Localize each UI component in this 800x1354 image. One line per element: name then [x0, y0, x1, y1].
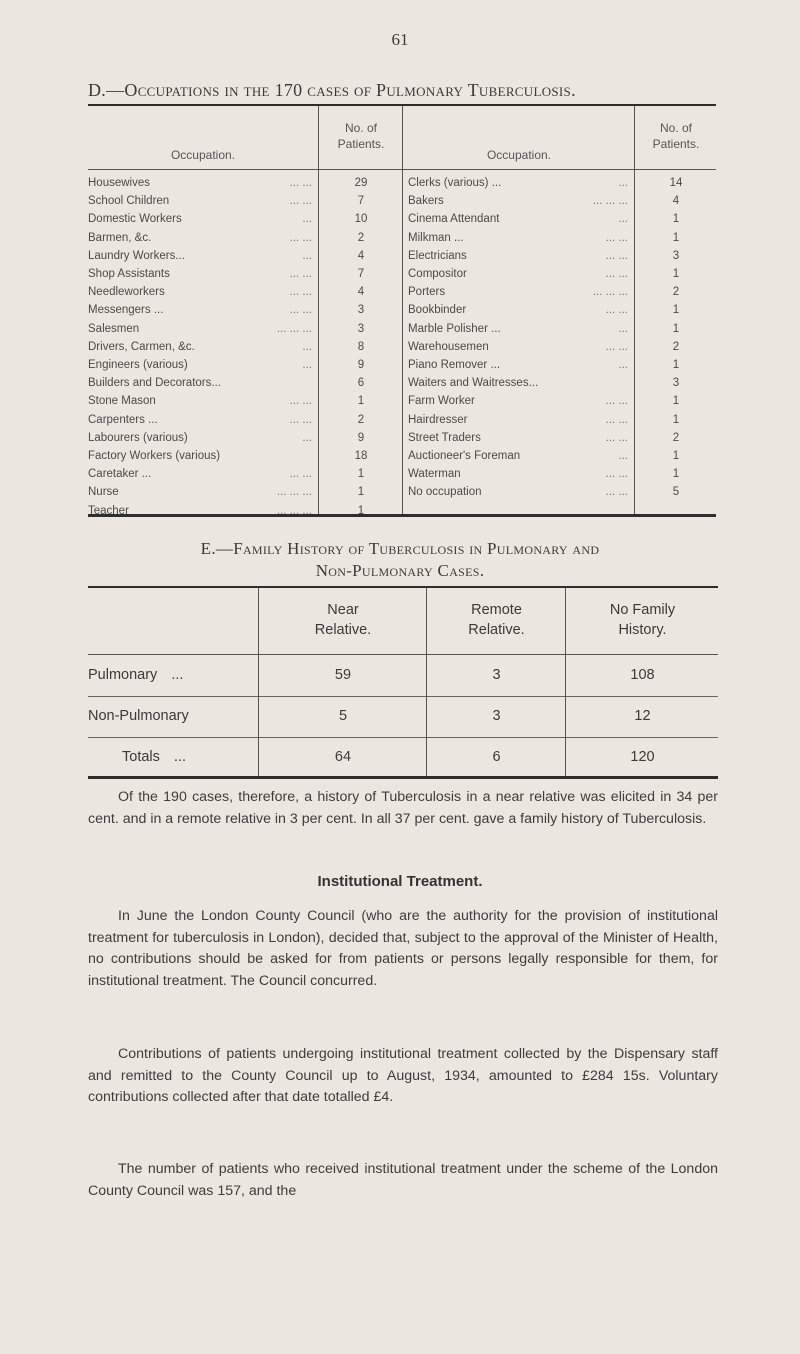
leader-dots: ... ... ...	[276, 486, 312, 499]
table-e-row-label	[88, 706, 203, 726]
table-d-right-count: 1	[672, 322, 680, 335]
leader-dots: ... ... ...	[276, 504, 312, 517]
occupation-name: Auctioneer's Foreman	[408, 450, 521, 462]
table-d-right-occupation	[408, 375, 634, 391]
table-d-left-occupation	[88, 248, 318, 264]
table-e-vline-2	[426, 588, 427, 776]
leader-dots: ...	[618, 213, 628, 226]
occupation-name: Waterman	[408, 468, 461, 481]
occupation-name: Porters	[408, 286, 446, 299]
table-d-right-occupation	[408, 430, 634, 446]
table-e-cell: 120	[630, 749, 655, 765]
table-e-header-near	[260, 600, 426, 640]
table-d-title-text: D.—Occupations in the 170 cases of Pulmonary Tuberculosis.	[88, 80, 576, 100]
table-e-top-rule	[88, 586, 718, 588]
table-d-right-occupation	[408, 321, 634, 337]
table-e-cell: 108	[630, 667, 655, 683]
table-d-left-count: 3	[357, 322, 365, 335]
table-d-right-occupation	[408, 357, 634, 373]
leader-dots: ...	[618, 322, 628, 335]
occupation-name: Clerks (various) ...	[408, 177, 502, 189]
table-d-left-count: 4	[357, 286, 365, 299]
table-e-title	[0, 538, 800, 582]
leader-dots: ...	[302, 431, 312, 444]
leader-dots: ... ...	[289, 195, 312, 208]
occupation-name: Carpenters ...	[88, 413, 158, 426]
table-e-vline-3	[565, 588, 566, 776]
leader-dots: ... ...	[289, 395, 312, 408]
leader-dots: ... ...	[289, 268, 312, 280]
table-d-right-count: 1	[672, 268, 680, 280]
table-d-right-occupation	[408, 448, 634, 464]
leader-dots: ... ...	[289, 286, 312, 299]
leader-dots: ...	[302, 340, 312, 353]
table-d-header-patients-right: No. of Patients.	[652, 121, 700, 151]
table-d-left-occupation	[88, 357, 318, 373]
leader-dots: ...	[618, 177, 628, 189]
table-d-right-count: 1	[672, 468, 680, 481]
table-d-left-occupation	[88, 230, 318, 246]
table-d-left-count: 10	[354, 213, 368, 226]
leader-dots: ...	[618, 359, 628, 371]
table-e-cell: 3	[492, 667, 501, 683]
table-d-left-occupation	[88, 302, 318, 318]
leader-dots: ...	[302, 249, 312, 262]
table-d-right-count: 4	[672, 195, 680, 208]
institutional-heading: Institutional Treatment.	[317, 873, 483, 890]
leader-dots: ... ...	[289, 231, 312, 244]
occupation-name: Farm Worker	[408, 395, 475, 408]
occupation-name: Barmen, &c.	[88, 231, 152, 244]
table-e-cell: 12	[634, 708, 651, 724]
occupation-name: Needleworkers	[88, 286, 165, 299]
table-d-header-patients-left: No. of Patients.	[337, 121, 385, 151]
leader-dots: ... ... ...	[276, 322, 312, 335]
table-d-right-count: 1	[672, 413, 680, 426]
table-d-left-occupation	[88, 266, 318, 282]
occupation-name: Shop Assistants	[88, 268, 170, 280]
occupation-name: Housewives	[88, 177, 150, 189]
table-e-header-no-family-text: No Family History.	[609, 602, 676, 638]
row-label-text: Totals	[122, 749, 160, 765]
table-d-title	[88, 80, 728, 101]
occupation-name: Labourers (various)	[88, 431, 188, 444]
occupation-name: Hairdresser	[408, 413, 468, 426]
table-d-right-occupation	[408, 302, 634, 318]
occupation-name: Messengers ...	[88, 304, 164, 317]
leader-dots: ... ...	[605, 468, 628, 481]
occupation-name: Marble Polisher ...	[408, 322, 501, 335]
table-d-left-count: 1	[357, 486, 365, 499]
table-e-bottom-rule	[88, 776, 718, 779]
table-d-right-count: 2	[672, 431, 680, 444]
occupation-name: Stone Mason	[88, 395, 156, 408]
leader-dots: ...	[302, 359, 312, 371]
leader-dots: ...	[618, 450, 628, 462]
table-d-right-count: 5	[672, 486, 680, 499]
table-d-left-occupation	[88, 211, 318, 227]
table-e-cell: 59	[334, 667, 352, 683]
leader-dots: ... ...	[605, 249, 628, 262]
leader-dots: ... ...	[605, 231, 628, 244]
row-label-text: Pulmonary	[88, 667, 158, 683]
table-d-right-occupation	[408, 466, 634, 482]
table-d-left-count: 1	[357, 468, 365, 481]
table-e-cell: 3	[492, 708, 501, 724]
table-e-header-remote	[428, 600, 565, 640]
table-e-title-line2: Non-Pulmonary Cases.	[315, 561, 485, 580]
table-d-right-count: 1	[672, 213, 680, 226]
occupation-name: Salesmen	[88, 322, 140, 335]
table-d-left-count: 9	[357, 431, 365, 444]
table-d-left-count: 1	[357, 504, 365, 517]
table-d-vline-2	[402, 106, 403, 514]
table-d-right-occupation	[408, 211, 634, 227]
table-d-left-count: 18	[354, 450, 368, 462]
occupation-name: Drivers, Carmen, &c.	[88, 340, 195, 353]
table-d-right-count: 3	[672, 377, 680, 390]
table-d-header-occupation-right: Occupation.	[486, 148, 552, 162]
occupation-name: Waiters and Waitresses...	[408, 377, 539, 390]
table-d-left-count: 3	[357, 304, 365, 317]
table-e-title-line1: E.—Family History of Tuberculosis in Pulmonary and	[200, 539, 600, 558]
table-d-right-count: 14	[669, 177, 683, 189]
table-d-right-count: 1	[672, 304, 680, 317]
table-d-left-occupation	[88, 448, 318, 464]
table-d-right-count: 2	[672, 340, 680, 353]
occupation-name: Warehousemen	[408, 340, 489, 353]
occupation-name: Engineers (various)	[88, 359, 188, 371]
table-e-row-label	[88, 665, 183, 685]
occupation-name: Piano Remover ...	[408, 359, 501, 371]
table-d-left-count: 6	[357, 377, 365, 390]
table-e-vline-1	[258, 588, 259, 776]
occupation-name: Laundry Workers...	[88, 249, 185, 262]
institutional-paragraph-3: The number of patients who received institutional treatment under the scheme of the London County Council was 157, and the	[88, 1161, 718, 1199]
leader-dots: ... ...	[605, 304, 628, 317]
table-d-left-count: 4	[357, 249, 365, 262]
table-d-header-occupation-left: Occupation.	[170, 148, 236, 162]
occupation-name: Factory Workers (various)	[88, 450, 221, 462]
table-e-row-rule-1	[88, 696, 718, 697]
table-d-right-count: 1	[672, 231, 680, 244]
occupation-name: School Children	[88, 195, 170, 208]
occupation-name: Street Traders	[408, 431, 481, 444]
page-number: 61	[391, 30, 409, 49]
leader-dots: ...	[171, 667, 184, 683]
table-d-right-occupation	[408, 284, 634, 300]
table-d-right-occupation	[408, 393, 634, 409]
leader-dots: ... ... ...	[592, 286, 628, 299]
occupation-name: Milkman ...	[408, 231, 464, 244]
occupation-name: Compositor	[408, 268, 467, 280]
table-e-header-near-text: Near Relative.	[314, 602, 372, 638]
table-e-header-rule	[88, 654, 718, 655]
leader-dots: ... ...	[605, 340, 628, 353]
leader-dots: ... ...	[605, 431, 628, 444]
table-d-left-occupation	[88, 503, 318, 519]
table-d-left-occupation	[88, 375, 318, 391]
table-e-cell: 5	[338, 708, 348, 724]
institutional-paragraph-1: In June the London County Council (who are the authority for the provision of institutional treatment for tuberculosis in London), decided that, subject to the approval of the Minister of Health, no contributions should be asked for from patients or persons legally responsible for them, for institutional treatment. The Council concurred.	[88, 908, 718, 989]
table-d-left-occupation	[88, 430, 318, 446]
occupation-name: Teacher	[88, 504, 129, 517]
occupation-name: Cinema Attendant	[408, 213, 500, 226]
table-e-header-remote-text: Remote Relative.	[468, 602, 525, 638]
table-d-left-count: 7	[357, 195, 365, 208]
table-d-left-occupation	[88, 393, 318, 409]
table-d-right-occupation	[408, 266, 634, 282]
table-e-cell: 6	[492, 749, 501, 765]
occupation-name: Bakers	[408, 195, 444, 208]
table-d-left-occupation	[88, 466, 318, 482]
table-d-right-count: 1	[672, 450, 680, 462]
leader-dots: ...	[302, 213, 312, 226]
table-d-vline-1	[318, 106, 319, 514]
leader-dots: ... ...	[289, 304, 312, 317]
table-d-left-occupation	[88, 321, 318, 337]
occupation-name: Electricians	[408, 249, 467, 262]
table-d-right-count: 1	[672, 359, 680, 371]
table-d-right-count: 3	[672, 249, 680, 262]
leader-dots: ... ...	[605, 413, 628, 426]
leader-dots: ... ...	[605, 268, 628, 280]
table-d-left-count: 2	[357, 231, 365, 244]
table-d-left-count: 7	[357, 268, 365, 280]
table-e-header-no-family	[567, 600, 718, 640]
table-e-row-rule-2	[88, 737, 718, 738]
occupation-name: Bookbinder	[408, 304, 467, 317]
table-d-right-occupation	[408, 412, 634, 428]
table-d-left-occupation	[88, 412, 318, 428]
table-d-right-occupation	[408, 193, 634, 209]
table-d-right-occupation	[408, 484, 634, 500]
table-e-cell: 64	[334, 749, 352, 765]
occupation-name: Caretaker ...	[88, 468, 152, 481]
table-d-left-count: 2	[357, 413, 365, 426]
table-d-right-occupation	[408, 339, 634, 355]
occupation-name: Builders and Decorators...	[88, 377, 221, 390]
summary-paragraph: Of the 190 cases, therefore, a history of Tuberculosis in a near relative was elicited in 34 per cent. and in a remote relative in 3 per cent. In all 37 per cent. gave a family history of Tuberculosis.	[88, 789, 718, 827]
table-d-left-occupation	[88, 339, 318, 355]
leader-dots: ... ...	[289, 468, 312, 481]
table-d-left-count: 1	[357, 395, 365, 408]
leader-dots: ... ... ...	[592, 195, 628, 208]
leader-dots: ... ...	[605, 395, 628, 408]
table-d-left-occupation	[88, 484, 318, 500]
table-d-left-count: 29	[354, 177, 368, 189]
institutional-paragraph-2: Contributions of patients undergoing institutional treatment collected by the Dispensary staff and remitted to the County Council up to August, 1934, amounted to £284 15s. Voluntary contributions collected after that date totalled £4.	[88, 1046, 718, 1105]
leader-dots: ...	[173, 749, 186, 765]
occupation-name: Domestic Workers	[88, 213, 182, 226]
table-d-right-count: 1	[672, 395, 680, 408]
table-d-right-occupation	[408, 230, 634, 246]
occupation-name: No occupation	[408, 486, 482, 499]
table-d-left-occupation	[88, 175, 318, 191]
leader-dots: ... ...	[289, 177, 312, 189]
table-d-vline-3	[634, 106, 635, 514]
table-d-left-count: 9	[357, 359, 365, 371]
table-d-right-count: 2	[672, 286, 680, 299]
table-d-left-occupation	[88, 193, 318, 209]
table-d-right-occupation	[408, 248, 634, 264]
leader-dots: ... ...	[289, 413, 312, 426]
table-d-left-occupation	[88, 284, 318, 300]
table-d-right-occupation	[408, 175, 634, 191]
table-d-left-count: 8	[357, 340, 365, 353]
leader-dots: ... ...	[605, 486, 628, 499]
table-e-row-label	[122, 747, 186, 767]
row-label-text: Non-Pulmonary	[88, 708, 189, 724]
occupation-name: Nurse	[88, 486, 119, 499]
